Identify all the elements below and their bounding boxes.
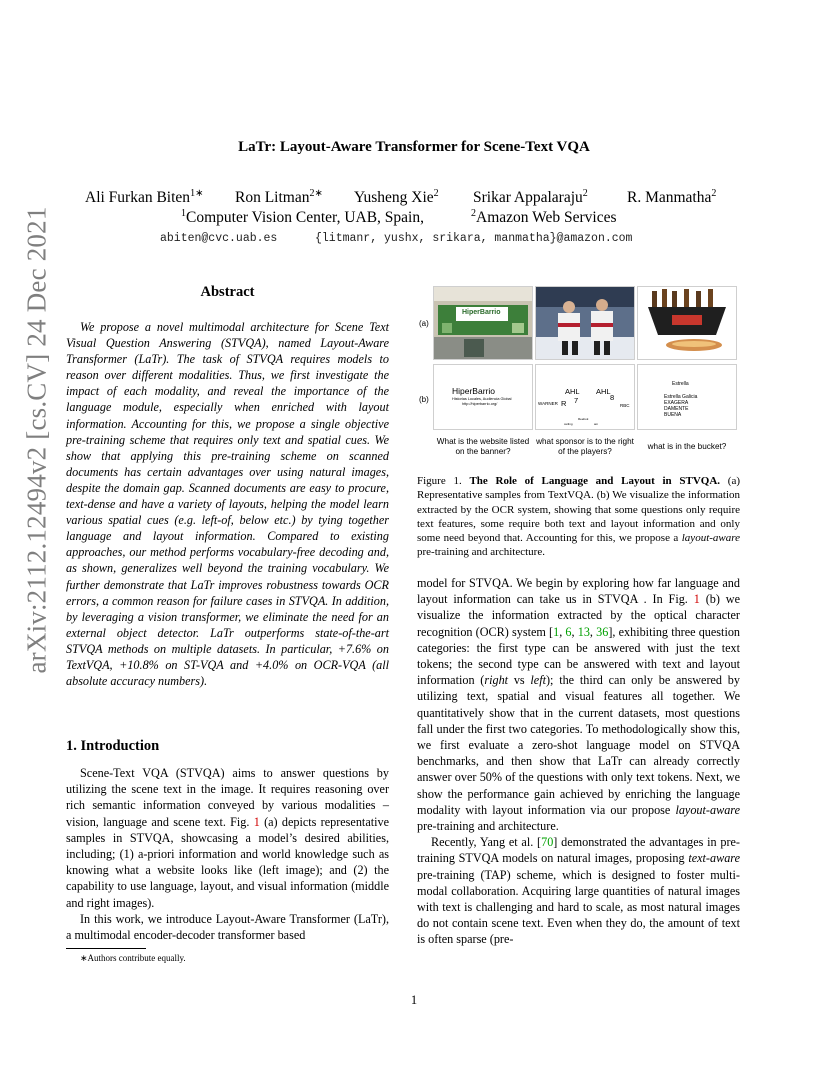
- ocr-token: 7: [574, 396, 579, 405]
- sample-image-bucket: [637, 286, 737, 360]
- bucket-photo-icon: [638, 287, 736, 359]
- citation-link[interactable]: 13: [577, 624, 590, 639]
- affiliation: $^1$Computer Vision Center, UAB, Spain,: [181, 207, 424, 226]
- ocr-token: Estrella: [672, 381, 689, 387]
- paragraph: Scene-Text VQA (STVQA) aims to answer questions by utilizing the scene text in the image. It requires reasoning over rich semantic information conveyed by various modalities – vision, language and scene text. Fig. 1 (a) depicts representative samples in STVQA, showcasing a model’s desired abilities, including; (1) a-priori information and world knowledge such as knowing what a website looks like (left image); and (2) the capability to use language, layout, and visual information (middle and right images).: [66, 766, 389, 910]
- paragraph: In this work, we introduce Layout-Aware Transformer (LaTr), a multimodal encoder-decoder transformer based: [66, 911, 389, 943]
- paragraph: model for STVQA. We begin by exploring how far language and layout information can take us in STVQA . In Fig. 1 (b) we visualize the information extracted by the optical character recognition (OCR) system [1, 6, 13, 36], exhibiting three question categories: the first type can be answered with just the text tokens; the second type can be answered with text and layout information (right vs left); the third can only be answered by utilizing text, spatial and visual features all together. We quantitatively show that in the current datasets, most questions fall under the first two categories. To methodologically show this, we first evaluate a zero-shot language model on STVQA benchmarks, and then show that LaTr can already correctly answer over 50% of the questions with only text tokens. Next, we show the performance gain achieved by enriching the language modality with layout information via our propose layout-aware pre-training and architecture.: [417, 576, 741, 834]
- citation-link[interactable]: 1: [553, 624, 560, 639]
- ocr-token: R: [561, 399, 567, 408]
- arxiv-identifier: arXiv:2112.12494v2 [cs.CV] 24 Dec 2021: [21, 206, 52, 674]
- hockey-players-photo-icon: [536, 287, 634, 359]
- ocr-token: DAMENTE: [664, 406, 689, 412]
- ocr-token: HiperBarrio: [452, 386, 495, 396]
- paper-title: LaTr: Layout-Aware Transformer for Scene-Text VQA: [238, 139, 590, 155]
- citation-link[interactable]: 36: [596, 624, 609, 639]
- ocr-token: am: [594, 422, 599, 426]
- ocr-token: BUENA: [664, 412, 682, 418]
- paragraph: Recently, Yang et al. [70] demonstrated the advantages in pre-training STVQA models on natural images, proposing text-aware pre-training (TAP) scheme, which is designed to foster multi-modal collaboration. Acquiring large quantities of natural images with text is challenging and hard to scale, as most natural images do not contain scene text. Even when they do, the amount of text is often sparse (pre-: [417, 835, 740, 947]
- ocr-token: 8: [610, 393, 615, 402]
- intro-column-left: [66, 765, 389, 943]
- ocr-token: Estrella Galicia: [664, 394, 698, 400]
- citation-link[interactable]: 70: [541, 835, 554, 850]
- ocr-token: http://hiperbarrio.org/: [462, 402, 498, 406]
- figure-caption: Figure 1. The Role of Language and Layout in STVQA. (a) Representative samples from TextVQA. (b) We visualize the information extracted by the OCR system, showing that some questions only require text features, some require both text and layout information and only some need beyond that. Accounting for this, we propose a layout-aware pre-training and architecture.: [417, 475, 740, 559]
- ocr-panel-players: [535, 364, 635, 430]
- ocr-panel-banner: [433, 364, 533, 430]
- ocr-token: AHL: [565, 387, 580, 396]
- figure-1: [417, 284, 737, 464]
- sample-image-players: [535, 286, 635, 360]
- ocr-token: WARNER: [538, 401, 558, 406]
- ocr-token: Historias Locales, Audiencia Global: [452, 397, 512, 401]
- subfigure-label: (b): [419, 395, 429, 404]
- figure-reference-link[interactable]: 1: [693, 592, 700, 607]
- affiliation: $^2$Amazon Web Services: [471, 207, 617, 226]
- figure-reference-link[interactable]: 1: [253, 814, 260, 829]
- author: Srikar Appalaraju$^2$: [473, 187, 588, 206]
- author: Ali Furkan Biten$^{1∗}$: [85, 187, 204, 206]
- intro-column-right: [417, 575, 740, 948]
- abstract-heading: Abstract: [200, 284, 255, 300]
- author: Ron Litman$^{2∗}$: [235, 187, 323, 206]
- ocr-token: Reebok: [578, 417, 589, 421]
- author: Yusheng Xie$^2$: [354, 187, 439, 206]
- banner-photo-icon: [434, 287, 532, 359]
- email: abiten@cvc.uab.es: [160, 232, 278, 245]
- abstract-text: We propose a novel multimodal architecture for Scene Text Visual Question Answering (STVQA), named Layout-Aware Transformer (LaTr). The task of STVQA requires models to reason over different modalities. Thus, we first investigate the impact of each modality, and reveal the importance of the language module, especially when enriched with layout information. Accounting for this, we propose a single objective pre-training scheme that requires only text and spatial cues. We show that applying this pre-training scheme on scanned documents has certain advantages over using natural images, despite the domain gap. Scanned documents are easy to procure, text-dense and have a variety of layouts, helping the model learn various spatial cues (e.g. left-of, below etc.) by tying together language and layout information. Compared to existing approaches, our method performs vocabulary-free decoding and, as shown, generalizes well beyond the training vocabulary. We further demonstrate that LaTr improves robustness towards OCR errors, a common reason for failure cases in STVQA. In addition, by leveraging a vision transformer, we eliminate the need for an external object detector. LaTr outperforms state-of-the-art STVQA methods on multiple datasets. In particular, +7.6% on TextVQA, +10.8% on ST-VQA and +4.0% on OCR-VQA (all absolute accuracy numbers).: [66, 320, 389, 689]
- footnote-divider: [66, 948, 146, 949]
- page-number: 1: [410, 993, 418, 1007]
- email: {litmanr, yushx, srikara, manmatha}@amazon.com: [315, 232, 633, 245]
- question-text: what sponsor is to the right of the players?: [536, 437, 634, 456]
- citation-link[interactable]: 6: [565, 624, 572, 639]
- author: R. Manmatha$^2$: [627, 187, 717, 206]
- subfigure-label: (a): [419, 319, 429, 328]
- ocr-token: RBC: [620, 403, 630, 408]
- ocr-token: AHL: [596, 387, 611, 396]
- question-text: What is the website listed on the banner?: [436, 437, 530, 456]
- footnote: ∗Authors contribute equally.: [80, 953, 186, 963]
- question-text: what is in the bucket?: [647, 442, 727, 451]
- ocr-token: ceiling: [564, 422, 573, 426]
- abstract-body: [66, 319, 389, 689]
- section-heading: 1. Introduction: [66, 738, 160, 754]
- ocr-panel-bucket: [637, 364, 737, 430]
- ocr-token: EXAGERA: [664, 400, 689, 406]
- banner-text: HiperBarrio: [462, 309, 501, 316]
- sample-image-banner: [433, 286, 533, 360]
